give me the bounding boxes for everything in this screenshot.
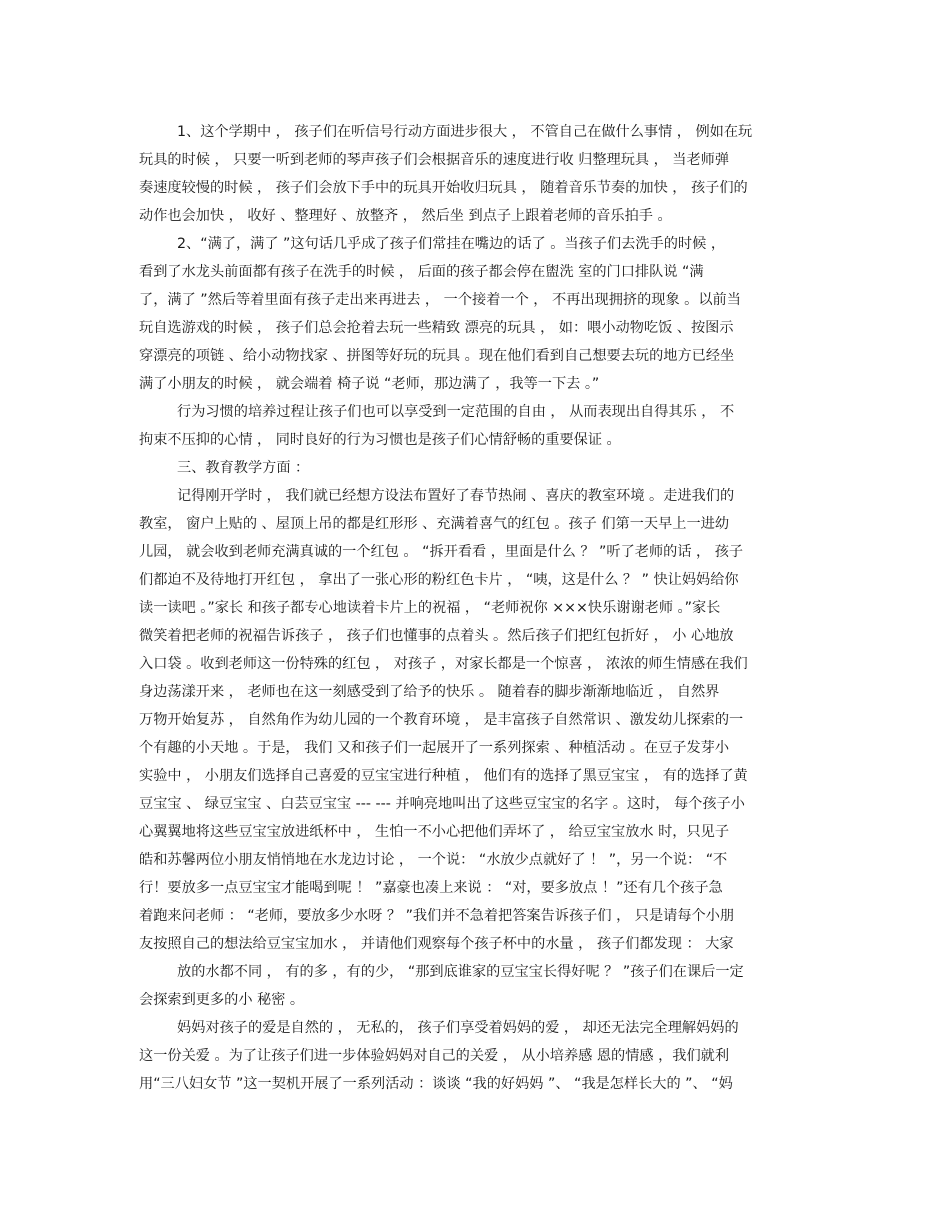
text-line: 2、“满了，满了 ”这句话几乎成了孩子们常挂在嘴边的话了 。当孩子们去洗手的时候 ， <box>177 236 726 252</box>
text-line: 动作也会加快 ， 收好 、整理好 、放整齐 ， 然后坐 到点子上跟着老师的音乐拍手 。 <box>139 208 672 224</box>
text-line: 身边荡漾开来 ， 老师也在这一刻感受到了给予的快乐 。 随着春的脚步渐渐地临近 ， 自然界 <box>139 684 720 700</box>
text-line: 豆宝宝 、 绿豆宝宝 、白芸豆宝宝 --- --- 并响亮地叫出了这些豆宝宝的名字 。这时， 每个孩子小 <box>139 796 745 812</box>
text-line: 穿漂亮的项链 、给小动物找家 、拼图等好玩的玩具 。现在他们看到自己想要去玩的地方已经坐 <box>139 348 735 364</box>
text-line: 拘束不压抑的心情 ， 同时良好的行为习惯也是孩子们心情舒畅的重要保证 。 <box>139 432 621 448</box>
text-line: 心翼翼地将这些豆宝宝放进纸杯中 ， 生怕一不小心把他们弄坏了 ， 给豆宝宝放水 时，只见子 <box>139 824 730 840</box>
text-line: 皓和苏馨两位小朋友悄悄地在水龙边讨论 ， 一个说： “水放少点就好了 ！ ”，另一个说： “不 <box>139 852 728 868</box>
text-line: 教室， 窗户上贴的 、屋顶上吊的都是红形形 、充满着喜气的红包 。孩子 们第一天早上一进幼 <box>139 516 730 532</box>
text-line: 1、这个学期中 ， 孩子们在听信号行动方面进步很大 ， 不管自己在做什么事情 ， 例如在玩 <box>177 124 753 140</box>
text-line: 了，满了 ”然后等着里面有孩子走出来再进去 ， 一个接着一个 ， 不再出现拥挤的现象 。以前当 <box>139 292 741 308</box>
text-line: 三、教育教学方面 ： <box>177 460 310 476</box>
text-line: 用“三八妇女节 ”这一契机开展了一系列活动 ：谈谈 “我的好妈妈 ”、 “我是怎样长大的 ”、 “妈 <box>139 1076 733 1092</box>
text-line: 记得刚开学时 ， 我们就已经想方设法布置好了春节热闹 、喜庆的教室环境 。走进我们的 <box>177 488 735 504</box>
text-line: 儿园， 就会收到老师充满真诚的一个红包 。 “拆开看看 ，里面是什么 ？ ”听了老师的话 ， 孩子 <box>139 544 744 560</box>
text-line: 看到了水龙头前面都有孩子在洗手的时候 ， 后面的孩子都会停在盥洗 室的门口排队说 “满 <box>139 264 704 280</box>
text-line: 妈妈对孩子的爱是自然的 ， 无私的， 孩子们享受着妈妈的爱 ， 却还无法完全理解妈妈的 <box>177 1020 739 1036</box>
text-line: 奏速度较慢的时候 ， 孩子们会放下手中的玩具开始收归玩具 ， 随着音乐节奏的加快 ， 孩子们的 <box>139 180 748 196</box>
text-line: 这一份关爱 。为了让孩子们进一步体验妈妈对自己的关爱 ， 从小培养感 恩的情感 ，我们就利 <box>139 1048 730 1064</box>
text-line: 行为习惯的培养过程让孩子们也可以享受到一定范围的自由 ， 从而表现出自得其乐 ， 不 <box>177 404 735 420</box>
text-line: 玩自选游戏的时候 ， 孩子们总会抢着去玩一些精致 漂亮的玩具 ， 如：喂小动物吃饭 、按图示 <box>139 320 734 336</box>
text-line: 实验中 ， 小朋友们选择自己喜爱的豆宝宝进行种植 ， 他们有的选择了黑豆宝宝 ， 有的选择了黄 <box>139 768 748 784</box>
text-line: 行！要放多一点豆宝宝才能喝到呢 ！ ”嘉豪也凑上来说 ： “对，要多放点 ！”还有几个孩子急 <box>139 880 723 896</box>
text-line: 个有趣的小天地 。于是， 我们 又和孩子们一起展开了一系列探索 、种植活动 。在豆子发芽小 <box>139 740 730 756</box>
text-line: 放的水都不同 ， 有的多 ，有的少， “那到底谁家的豆宝宝长得好呢 ？ ”孩子们在课后一定 <box>177 964 744 980</box>
text-line: 读一读吧 。”家长 和孩子都专心地读着卡片上的祝福 ， “老师祝你 ×××快乐谢谢老师 。”家长 <box>139 600 721 616</box>
text-line: 们都迫不及待地打开红包 ， 拿出了一张心形的粉红色卡片 ， “咦，这是什么 ？ ” 快让妈妈给你 <box>139 572 739 588</box>
text-line: 入口袋 。收到老师这一份特殊的红包 ， 对孩子 ，对家长都是一个惊喜 ， 浓浓的师生情感在我们 <box>139 656 748 672</box>
text-line: 着跑来问老师 ： “老师，要放多少水呀 ？ ”我们并不急着把答案告诉孩子们 ， 只是请每个小朋 <box>139 908 735 924</box>
text-line: 满了小朋友的时候 ， 就会端着 椅子说 “老师，那边满了 ，我等一下去 。” <box>139 376 600 392</box>
text-line: 会探索到更多的小 秘密 。 <box>139 992 305 1008</box>
text-line: 玩具的时候 ， 只要一听到老师的琴声孩子们会根据音乐的速度进行收 归整理玩具 ， 当老师弹 <box>139 152 730 168</box>
document-body <box>139 118 801 1098</box>
text-line: 友按照自己的想法给豆宝宝加水 ， 并请他们观察每个孩子杯中的水量 ， 孩子们都发现 ： 大家 <box>139 936 734 952</box>
text-line: 万物开始复苏 ， 自然角作为幼儿园的一个教育环境 ， 是丰富孩子自然常识 、激发幼儿探索的一 <box>139 712 744 728</box>
text-line: 微笑着把老师的祝福告诉孩子 ， 孩子们也懂事的点着头 。然后孩子们把红包折好 ， 小 心地放 <box>139 628 734 644</box>
